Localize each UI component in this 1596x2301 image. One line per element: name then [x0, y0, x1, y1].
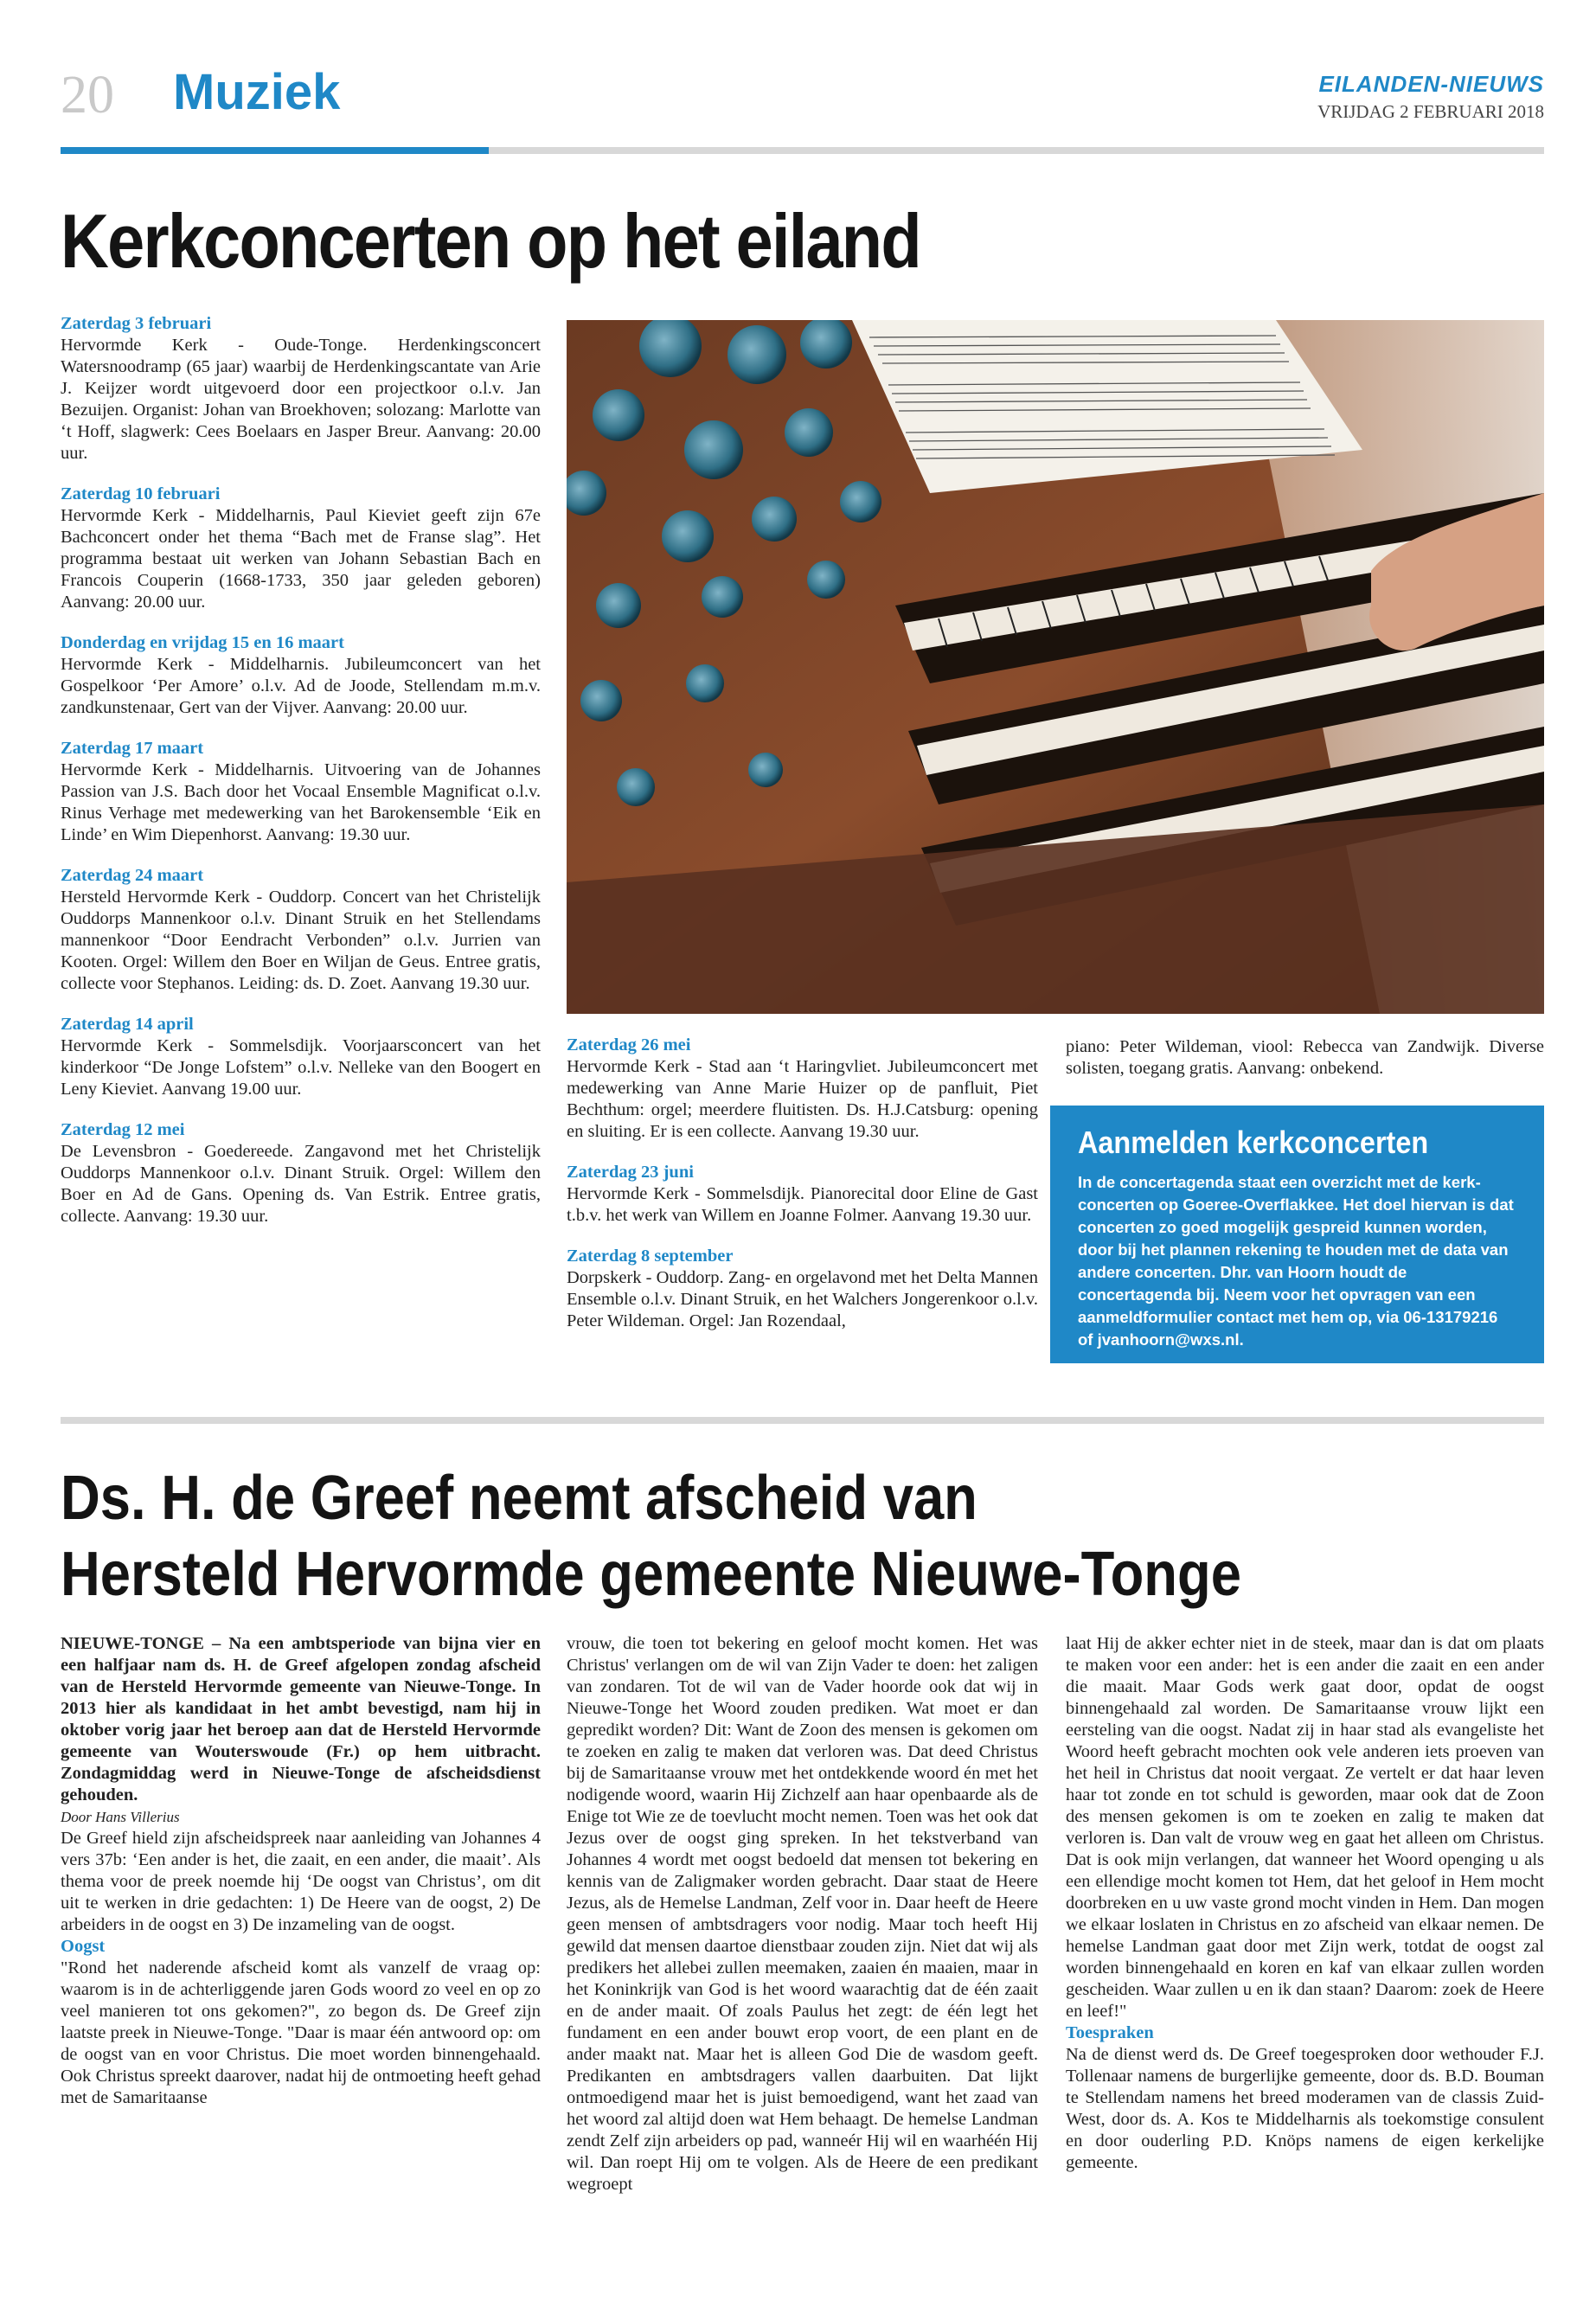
- event-date: Zaterdag 8 september: [567, 1247, 734, 1266]
- event-item: [61, 632, 541, 719]
- concert-list-col3: [1066, 1036, 1544, 1080]
- event-text: Hersteld Hervormde Kerk - Ouddorp. Concert van het Christelijk Ouddorps Mannenkoor o.l.v. Dinant Struik en het Stellendams mannenkoor “Door Eendracht Verbonden” o.l.v. Jurrien van Kooten. Orgel: Willem den Boer en Wiljan de Geus. Entree gratis, collecte voor Stephanos. Leiding: ds. D. Zoet. Aanvang 19.30 uur.: [61, 888, 541, 993]
- event-text: Hervormde Kerk - Sommelsdijk. Voorjaarsconcert van het kinderkoor “De Jonge Lofstem” o.l.v. Nelleke van den Boogert en Leny Kieviet. Aanvang 19.00 uur.: [61, 1036, 541, 1099]
- article-lede: NIEUWE-TONGE – Na een ambtsperiode van bijna vier en een halfjaar nam ds. H. de Greef afgelopen zondag afscheid van de Hersteld Hervormde gemeente van Nieuwe-Tonge. In 2013 hier als kandidaat in het ambt bevestigd, nam hij in oktober vorig jaar het beroep aan dat de Hersteld Hervormde gemeente van Wouterswoude (Fr.) op hem uitbracht. Zondagmiddag werd in Nieuwe-Tonge de afscheidsdienst gehouden.: [61, 1634, 541, 1804]
- event-item: [567, 1035, 1038, 1143]
- event-item: [61, 1014, 541, 1100]
- event-date: Zaterdag 12 mei: [61, 1120, 185, 1139]
- event-text: Hervormde Kerk - Oude-Tonge. Herdenkingsconcert Watersnoodramp (65 jaar) waarbij de Herdenkingscantate van Arie J. Keijzer wordt uitgevoerd door een projectkoor o.l.v. Jan Bezuijen. Organist: Johan van Broekhoven; solozang: Marlotte van ‘t Hoff, slagwerk: Cees Boelaars en Jasper Breur. Aanvang: 20.00 uur.: [61, 336, 541, 463]
- body-paragraph: Na de dienst werd ds. De Greef toegesproken door wethouder F.J. Tollenaar namens de burgerlijke gemeente, door ds. B.D. Bouman te Stellendam namens het breed moderamen van de classis Zuid-West, door ds. A. Kos te Middelharnis als toekomstige consulent en door ouderling P.D. Knöps namens de eigen kerkelijke gemeente.: [1066, 2045, 1544, 2172]
- event-date: Zaterdag 3 februari: [61, 314, 212, 333]
- organ-photo: [567, 320, 1544, 1014]
- event-date: Zaterdag 14 april: [61, 1015, 194, 1034]
- masthead-logo: EILANDEN-NIEUWS: [1318, 71, 1544, 97]
- section-title: Muziek: [173, 64, 341, 120]
- concert-list-col2: [567, 1035, 1038, 1351]
- event-text: Hervormde Kerk - Middelharnis. Jubileumconcert van het Gospelkoor ‘Per Amore’ o.l.v. Ad de Joode, Stellendam m.m.v. zandkunstenaar, Gert van der Vijver. Aanvang: 20.00 uur.: [61, 655, 541, 717]
- event-date: Donderdag en vrijdag 15 en 16 maart: [61, 633, 344, 652]
- subheading: Oogst: [61, 1937, 106, 1956]
- page-number: 20: [61, 66, 114, 125]
- event-item: [61, 738, 541, 846]
- event-date: Zaterdag 24 maart: [61, 866, 204, 885]
- event-date: Zaterdag 10 februari: [61, 484, 221, 503]
- byline: Door Hans Villerius: [61, 1809, 180, 1825]
- event-text: Hervormde Kerk - Middelharnis. Uitvoering van de Johannes Passion van J.S. Bach door het Vocaal Ensemble Magnificat o.l.v. Rinus Verhage met medewerking van het Barokensemble ‘Eik en Linde’ en Wim Diepenhorst. Aanvang: 19.30 uur.: [61, 760, 541, 844]
- event-text: Hervormde Kerk - Middelharnis, Paul Kieviet geeft zijn 67e Bachconcert onder het thema “Bach met de Franse slag”. Het programma bestaat uit werken van Johann Sebastian Bach en Francois Couperin (1668-1733, 350 jaar geleden geboren) Aanvang: 20.00 uur.: [61, 506, 541, 612]
- event-text: De Levensbron - Goedereede. Zangavond met het Christelijk Ouddorps Mannenkoor o.l.v. Dinant Struik. Orgel: Willem den Boer en Ad de Gans. Opening ds. Van Estrik. Entree gratis, collecte. Aanvang: 19.30 uur.: [61, 1142, 541, 1226]
- body-paragraph: vrouw, die toen tot bekering en geloof mocht komen. Het was Christus' verlangen om de wil van Zijn Vader te doen: het zaligen van zondaren. Tot de wil van de Vader hoorde ook dat wij in Nieuwe-Tonge het Woord zouden prediken. Wat moet er dan gepredikt worden? Dit: Want de Zoon des mensen is gekomen om te zoeken en zalig te maken dat verloren was. Dat deed Christus bij de Samaritaanse vrouw met het ontdekkende woord én met het nodigende woord, waarin Hij Zichzelf aan haar openbaarde als de Enige tot Wie ze de toevlucht mocht nemen. Toen was het ook dat Jezus over de oogst ging spreken. In het tekstverband van Johannes 4 wordt met oogst bedoeld dat mensen tot bekering en kennis van de Zaligmaker worden gebracht. Daar staat de Heere Jezus, als de Hemelse Landman, Zelf voor in. Daar heeft de Heere geen mensen of ambtsdragers voor nodig. Maar toch heeft Hij gewild dat mensen daartoe dienstbaar zouden zijn. Niet dat wij als predikers het allebei zullen meemaken, zaaien én maaien, maar in het Koninkrijk van God is het woord waarachtig dat de één zaait en de ander maait. Of zoals Paulus het zegt: de één legt het fundament en een ander bouwt erop voort, de een plant en de ander maakt nat. Maar het is alleen God Die de wasdom geeft. Predikanten en ambtsdragers vallen daarbuiten. Dat lijkt ontmoedigend maar het is juist bemoedigend, want het zaad van het woord zal altijd doen wat Hem behaagt. De hemelse Landman zendt Zelf zijn arbeiders op pad, wanneér Hij wil en waarhéén Hij wil. Dan roept Hij om te volgen. Als de Heere de een predikant wegroept: [567, 1634, 1038, 2194]
- event-item: [61, 1119, 541, 1227]
- event-item: [61, 313, 541, 465]
- info-box-title: Aanmelden kerkconcerten: [1078, 1125, 1429, 1160]
- body-paragraph: "Rond het naderende afscheid komt als vanzelf de vraag op: waarom is in de achterliggende jaren Gods woord zo veel en op zo veel manieren tot ons gekomen?", zo begon ds. De Greef zijn laatste preek in Nieuwe-Tonge. "Daar is maar één antwoord op: om de oogst van en voor Christus. Die moet worden binnengehaald. Ook Christus spreekt daarover, nadat hij de ontmoeting heeft gehad met de Samaritaanse: [61, 1958, 541, 2107]
- article-headline: Kerkconcerten op het eiland: [61, 198, 920, 284]
- event-text-continuation: piano: Peter Wildeman, viool: Rebecca van Zandwijk. Diverse solisten, toegang gratis. Aanvang: onbekend.: [1066, 1037, 1544, 1078]
- article-headline: [61, 1460, 1241, 1612]
- header-rule-accent: [61, 147, 489, 154]
- event-item: [61, 484, 541, 613]
- event-text: Hervormde Kerk - Sommelsdijk. Pianorecital door Eline de Gast t.b.v. het werk van Willem en Joanne Folmer. Aanvang 19.30 uur.: [567, 1184, 1038, 1225]
- event-item: [567, 1162, 1038, 1227]
- event-item: [61, 865, 541, 995]
- body-paragraph: laat Hij de akker echter niet in de steek, maar dan is dat om plaats te maken voor een ander: het is een ander die zaait en een ander die maait. Maar Gods werk gaat door, opdat de oogst binnengehaald zal worden. De Samaritaanse vrouw lijkt een eersteling van die oogst. Nadat zij in haar stad als evangeliste het Woord heeft gebracht mochten ook vele anderen iets proeven van het heil in Christus dat nooit vergaat. Ze vertelt er dat haar leven haar tot zonde en tot schuld is geworden, maar ook dat de Zoon des mensen gekomen is om te zoeken en zalig te maken dat verloren is. Dan valt de vrouw weg en gaat het alleen om Christus. Dat is ook mijn verlangen, dat wanneer het Woord openging u als een ellendige mocht komen tot Hem, dat het geloof in Hem mocht doorbreken en u uw vaste grond mocht vinden in Hem. Dan mogen we elkaar loslaten in Christus en zo afscheid van elkaar nemen. De hemelse Landman gaat door met Zijn werk, totdat de oogst zal worden binnengehaald en koren en kaf van elkaar zullen worden gescheiden. Waar zullen u en ik dan staan? Daarom: zoek de Heere en leef!": [1066, 1634, 1544, 2021]
- headline-line-1: Ds. H. de Greef neemt afscheid van: [61, 1464, 977, 1533]
- event-item: [567, 1246, 1038, 1332]
- event-text: Hervormde Kerk - Stad aan ‘t Haringvliet. Jubileumconcert met medewerking van Anne Marie Huizer op de panfluit, Piet Bechthum: orgel; meerdere fluitisten. Ds. H.J.Catsburg: opening en sluiting. Er is een collecte. Aanvang 19.30 uur.: [567, 1057, 1038, 1141]
- article-divider: [61, 1417, 1544, 1424]
- concert-list-col1: [61, 313, 541, 1247]
- subheading: Toespraken: [1066, 2023, 1154, 2042]
- article-col3: [1066, 1633, 1544, 2174]
- info-box-text: In de concertagenda staat een overzicht met de kerkconcerten op Goeree-Overflakkee. Het doel hiervan is dat concerten zo goed mogelijk gespreid kunnen worden, door bij het plannen rekening te houden met de data van andere concerten. Dhr. van Hoorn houdt de concertagenda bij. Neem voor het opvragen van een aanmeldformulier contact met hem op, via 06-13179216 of jvanhoorn@wxs.nl.: [1078, 1173, 1514, 1349]
- info-box: [1050, 1106, 1544, 1363]
- event-date: Zaterdag 26 mei: [567, 1035, 691, 1054]
- event-date: Zaterdag 23 juni: [567, 1163, 694, 1182]
- headline-line-2: Hersteld Hervormde gemeente Nieuwe-Tonge: [61, 1540, 1241, 1609]
- article-col2: [567, 1633, 1038, 2195]
- article-col1: [61, 1633, 541, 2109]
- body-paragraph: De Greef hield zijn afscheidspreek naar aanleiding van Johannes 4 vers 37b: ‘Een ander is het, die zaait, en een ander, die maait’. Als thema voor de preek noemde hij ‘De oogst van Christus’, om dit uit te werken in drie gedachten: 1) De Heere van de oogst, 2) De arbeiders in de oogst en 3) De inzameling van de oogst.: [61, 1829, 541, 1934]
- issue-date: VRIJDAG 2 FEBRUARI 2018: [1317, 101, 1544, 122]
- event-date: Zaterdag 17 maart: [61, 739, 204, 758]
- event-text: Dorpskerk - Ouddorp. Zang- en orgelavond met het Delta Mannen Ensemble o.l.v. Dinant Struik, en het Walchers Jongerenkoor o.l.v. Peter Wildeman. Orgel: Jan Rozendaal,: [567, 1268, 1038, 1330]
